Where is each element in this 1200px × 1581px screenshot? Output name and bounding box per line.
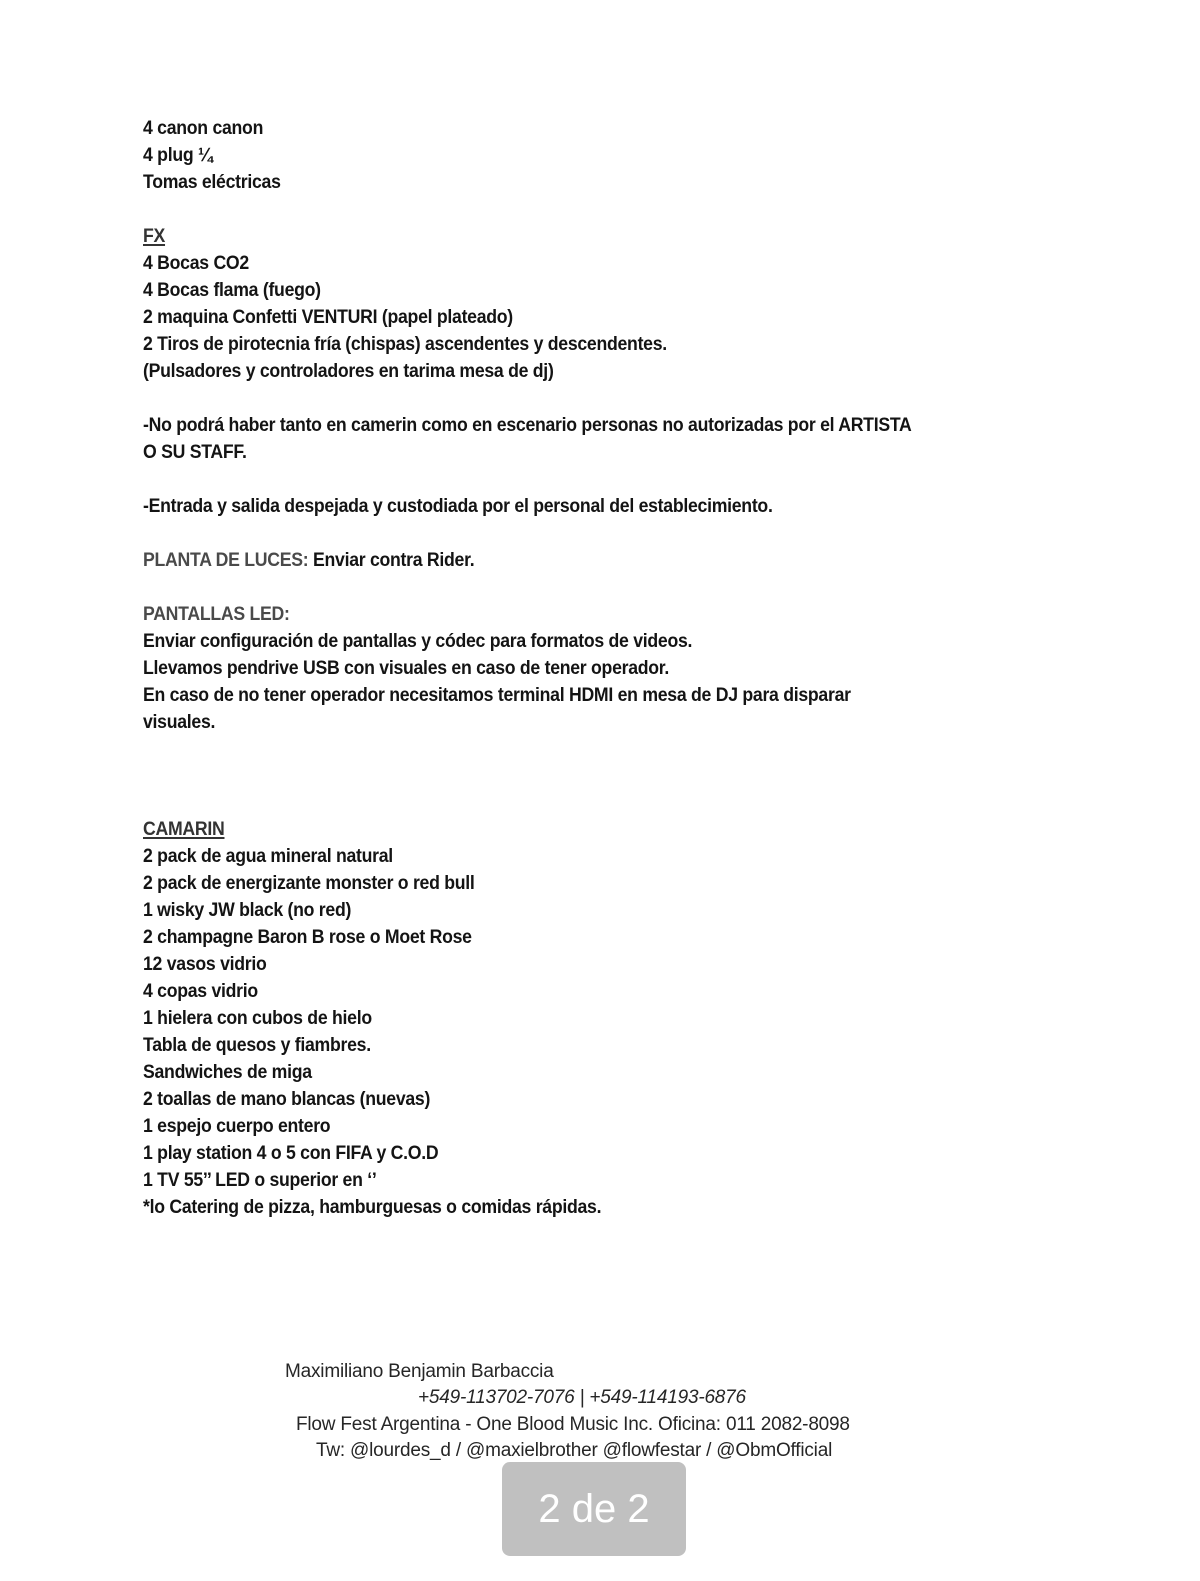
technical-line: 4 canon canon bbox=[143, 118, 264, 139]
camarin-item: 2 pack de agua mineral natural bbox=[143, 846, 393, 867]
pantallas-led-line: Llevamos pendrive USB con visuales en caso de tener operador. bbox=[143, 658, 670, 679]
footer-company: Flow Fest Argentina - One Blood Music Inc. Oficina: 011 2082-8098 bbox=[296, 1414, 850, 1435]
fx-item: 4 Bocas flama (fuego) bbox=[143, 280, 321, 301]
pantallas-led-line: visuales. bbox=[143, 712, 216, 733]
technical-line: Tomas eléctricas bbox=[143, 172, 281, 193]
note-no-autorizadas-line2: O SU STAFF. bbox=[143, 442, 247, 463]
camarin-item: 1 TV 55’’ LED o superior en ‘’ bbox=[143, 1170, 377, 1191]
technical-line: 4 plug ¼ bbox=[143, 145, 213, 166]
camarin-item: 2 toallas de mano blancas (nuevas) bbox=[143, 1089, 431, 1110]
camarin-item: 2 pack de energizante monster o red bull bbox=[143, 873, 475, 894]
camarin-item: Sandwiches de miga bbox=[143, 1062, 312, 1083]
page-indicator-label: 2 de 2 bbox=[538, 1486, 650, 1531]
planta-luces-text: Enviar contra Rider. bbox=[308, 550, 475, 571]
camarin-item: 12 vasos vidrio bbox=[143, 954, 267, 975]
pantallas-led-line: Enviar configuración de pantallas y códec para formatos de videos. bbox=[143, 631, 693, 652]
fx-heading: FX bbox=[143, 226, 166, 247]
page-indicator-badge bbox=[502, 1462, 686, 1556]
planta-luces-label: PLANTA DE LUCES: bbox=[143, 550, 309, 571]
camarin-item: 1 hielera con cubos de hielo bbox=[143, 1008, 372, 1029]
footer-social: Tw: @lourdes_d / @maxielbrother @flowfestar / @ObmOfficial bbox=[316, 1440, 833, 1461]
camarin-item: 1 play station 4 o 5 con FIFA y C.O.D bbox=[143, 1143, 439, 1164]
fx-item: 4 Bocas CO2 bbox=[143, 253, 249, 274]
camarin-item: Tabla de quesos y fiambres. bbox=[143, 1035, 371, 1056]
camarin-heading: CAMARIN bbox=[143, 819, 225, 840]
note-no-autorizadas-line1: -No podrá haber tanto en camerin como en escenario personas no autorizadas por el ARTISTA bbox=[143, 415, 912, 436]
footer-phones: +549-113702-7076 | +549-114193-6876 bbox=[418, 1387, 746, 1408]
planta-luces-line bbox=[143, 550, 474, 572]
camarin-item: 4 copas vidrio bbox=[143, 981, 258, 1002]
camarin-item: *lo Catering de pizza, hamburguesas o comidas rápidas. bbox=[143, 1197, 602, 1218]
fx-item: 2 Tiros de pirotecnia fría (chispas) ascendentes y descendentes. bbox=[143, 334, 667, 355]
fx-item: (Pulsadores y controladores en tarima mesa de dj) bbox=[143, 361, 554, 382]
camarin-item: 2 champagne Baron B rose o Moet Rose bbox=[143, 927, 472, 948]
fx-item: 2 maquina Confetti VENTURI (papel plateado) bbox=[143, 307, 513, 328]
footer-name: Maximiliano Benjamin Barbaccia bbox=[285, 1361, 554, 1382]
camarin-item: 1 espejo cuerpo entero bbox=[143, 1116, 331, 1137]
pantallas-led-line: En caso de no tener operador necesitamos terminal HDMI en mesa de DJ para disparar bbox=[143, 685, 851, 706]
note-entrada: -Entrada y salida despejada y custodiada por el personal del establecimiento. bbox=[143, 496, 773, 517]
camarin-item: 1 wisky JW black (no red) bbox=[143, 900, 352, 921]
pantallas-led-heading: PANTALLAS LED: bbox=[143, 604, 290, 625]
